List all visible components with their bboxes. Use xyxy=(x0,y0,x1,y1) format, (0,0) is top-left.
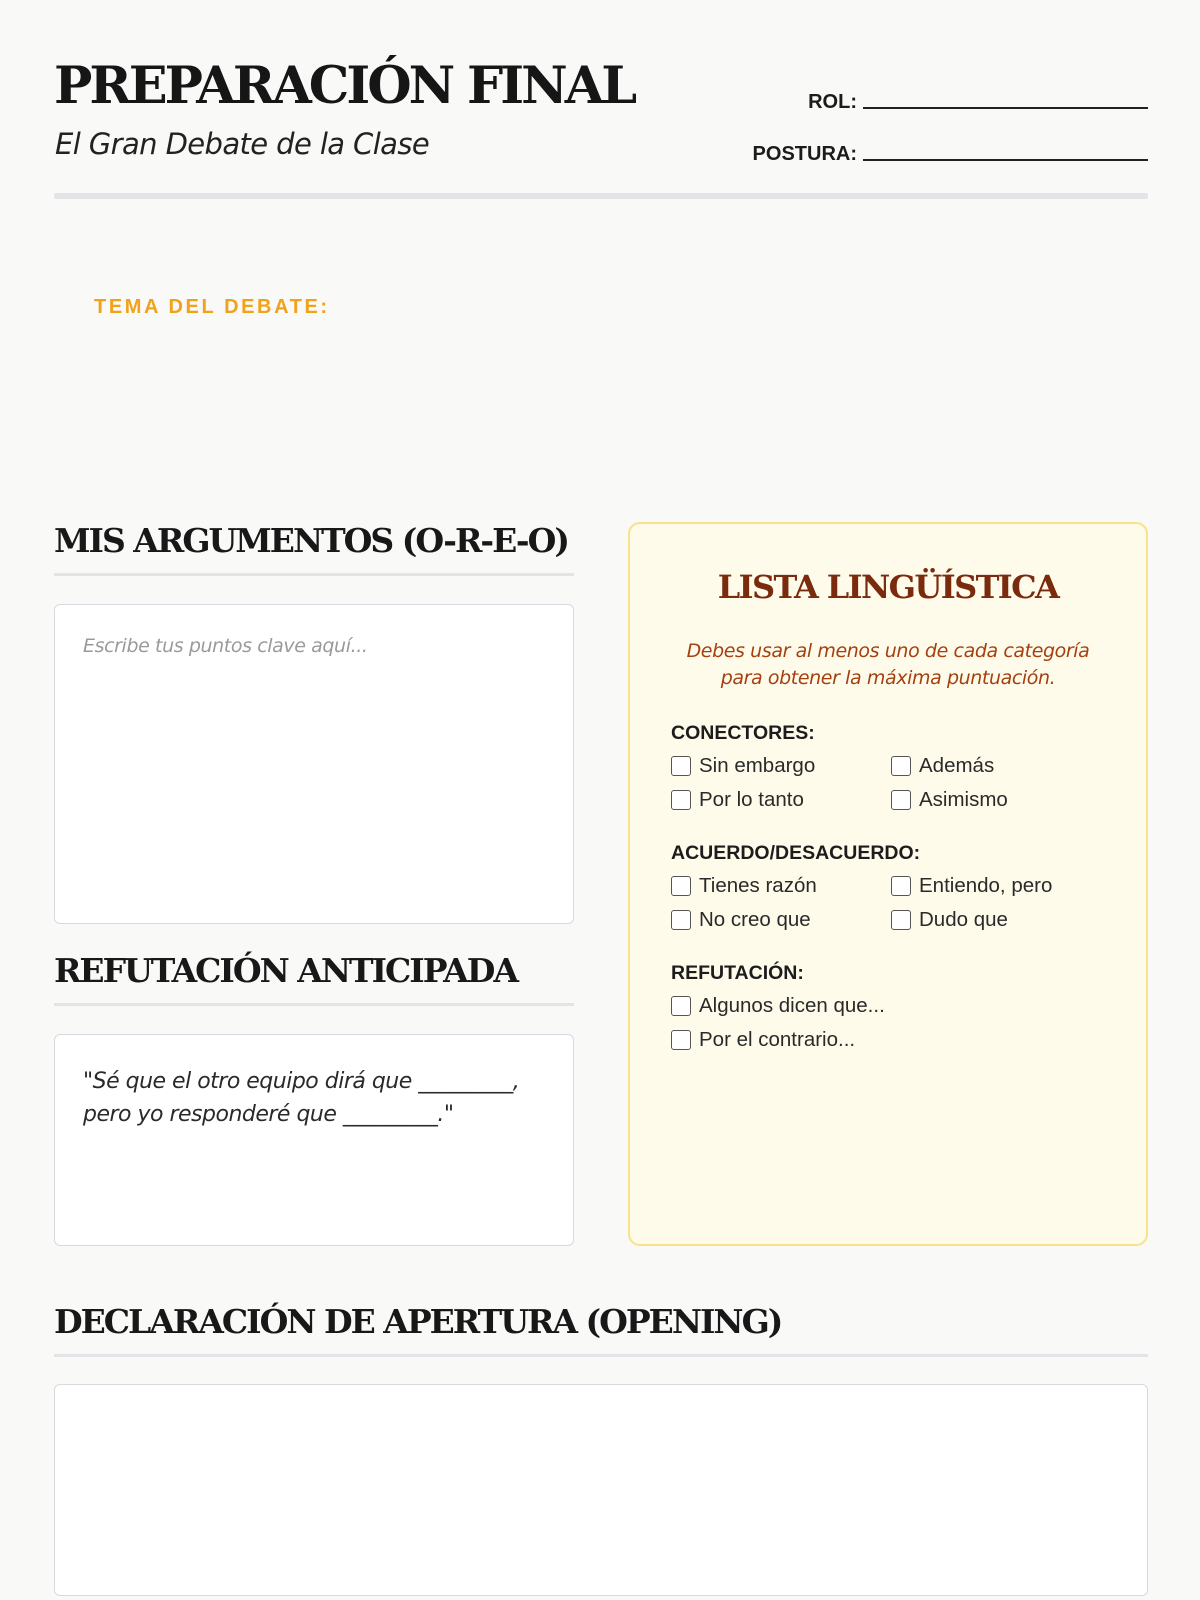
linguistic-checklist-panel xyxy=(628,522,1148,1246)
checkbox[interactable] xyxy=(671,910,691,930)
checklist-option[interactable] xyxy=(891,908,1008,932)
checklist-note-line-1: Debes usar al menos uno de cada categoría xyxy=(686,640,1090,662)
checklist-option-label: No creo que xyxy=(699,908,811,931)
arguments-placeholder: Escribe tus puntos clave aquí... xyxy=(83,635,368,657)
checklist-option-label: Entiendo, pero xyxy=(919,874,1053,897)
rebuttal-prompt xyxy=(83,1065,543,1131)
rol-label: ROL: xyxy=(808,91,857,113)
checklist-option-label: Asimismo xyxy=(919,788,1008,811)
page-title: PREPARACIÓN FINAL xyxy=(54,56,635,116)
page-subtitle: El Gran Debate de la Clase xyxy=(55,127,430,161)
checklist-title: LISTA LINGÜÍSTICA xyxy=(717,568,1059,606)
opening-section-title: DECLARACIÓN DE APERTURA (OPENING) xyxy=(54,1302,782,1341)
checklist-option-label: Por lo tanto xyxy=(699,788,804,811)
checklist-option-label: Sin embargo xyxy=(699,754,816,777)
checklist-option[interactable] xyxy=(891,788,1008,812)
checkbox[interactable] xyxy=(671,996,691,1016)
rol-blank-line[interactable] xyxy=(863,107,1148,109)
checklist-option[interactable] xyxy=(891,754,994,778)
postura-blank-line[interactable] xyxy=(863,159,1148,161)
checklist-note-line-2: para obtener la máxima puntuación. xyxy=(720,667,1056,689)
rebuttal-prompt-line-2: pero yo responderé que _________." xyxy=(83,1102,454,1127)
checkbox[interactable] xyxy=(891,876,911,896)
checkbox[interactable] xyxy=(671,756,691,776)
checklist-option-label: Además xyxy=(919,754,995,777)
rebuttal-section-title: REFUTACIÓN ANTICIPADA xyxy=(54,951,517,990)
checklist-option[interactable] xyxy=(891,874,1052,898)
rol-field[interactable] xyxy=(808,82,1148,112)
arguments-section-title: MIS ARGUMENTOS (O-R-E-O) xyxy=(54,521,568,560)
checkbox[interactable] xyxy=(671,876,691,896)
checklist-option[interactable] xyxy=(671,1028,855,1052)
rebuttal-text-box[interactable] xyxy=(54,1034,574,1246)
checklist-option[interactable] xyxy=(671,788,804,812)
arguments-section-divider xyxy=(54,573,574,576)
checklist-option-label: Por el contrario... xyxy=(699,1028,856,1051)
checklist-option[interactable] xyxy=(671,754,815,778)
checklist-option-label: Tienes razón xyxy=(699,874,817,897)
checklist-option[interactable] xyxy=(671,908,811,932)
category-label-conectores: CONECTORES: xyxy=(671,722,815,744)
checklist-option-label: Dudo que xyxy=(919,908,1008,931)
rebuttal-prompt-line-1: "Sé que el otro equipo dirá que _________, xyxy=(83,1069,520,1094)
checklist-option[interactable] xyxy=(671,874,817,898)
checkbox[interactable] xyxy=(891,790,911,810)
opening-text-box[interactable] xyxy=(54,1384,1148,1596)
checkbox[interactable] xyxy=(671,1030,691,1050)
postura-label: POSTURA: xyxy=(752,143,857,165)
topic-label: TEMA DEL DEBATE: xyxy=(94,296,330,318)
rebuttal-section-divider xyxy=(54,1003,574,1006)
category-label-acuerdo-desacuerdo: ACUERDO/DESACUERDO: xyxy=(671,842,921,864)
checkbox[interactable] xyxy=(891,910,911,930)
postura-field[interactable] xyxy=(753,134,1148,164)
checklist-note xyxy=(650,638,1126,692)
header-divider xyxy=(54,193,1148,199)
arguments-text-box[interactable] xyxy=(54,604,574,924)
checklist-option[interactable] xyxy=(671,994,885,1018)
opening-section-divider xyxy=(54,1354,1148,1357)
category-label-refutacion: REFUTACIÓN: xyxy=(671,962,804,984)
checkbox[interactable] xyxy=(891,756,911,776)
checklist-option-label: Algunos dicen que... xyxy=(699,994,885,1017)
checkbox[interactable] xyxy=(671,790,691,810)
